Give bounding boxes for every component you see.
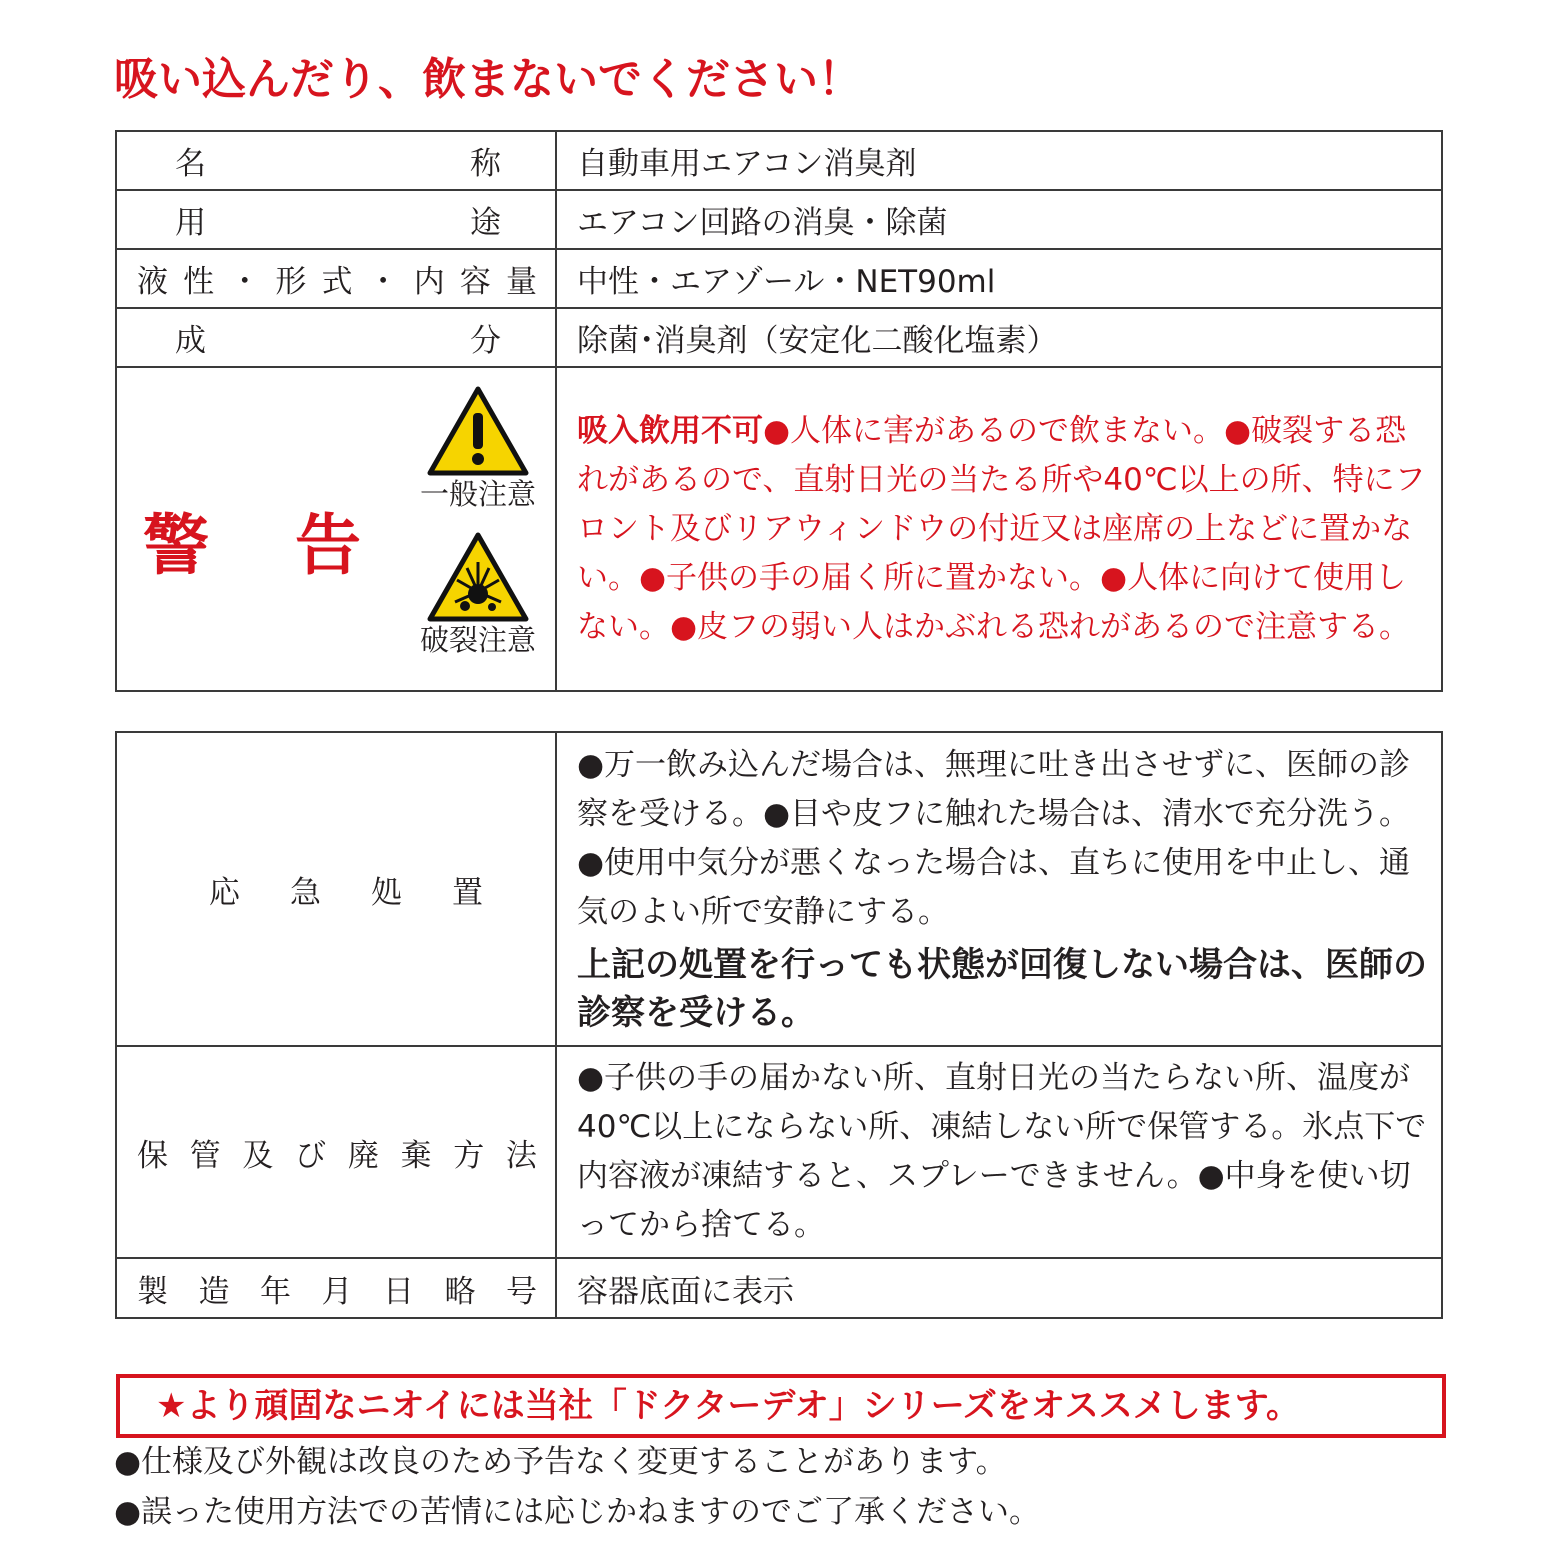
row-label xyxy=(116,1046,556,1258)
label-char: 保 xyxy=(137,1137,168,1174)
label-char: 管 xyxy=(189,1137,221,1174)
label-char: 置 xyxy=(452,874,483,911)
label-char: 量 xyxy=(506,264,537,300)
label-char: 廃 xyxy=(347,1137,379,1174)
label-char: 棄 xyxy=(400,1137,432,1174)
table-row xyxy=(116,367,1442,691)
label-char: 形 xyxy=(275,264,307,300)
label-char: 製 xyxy=(137,1273,168,1310)
label-char: 液 xyxy=(137,264,168,300)
table-row xyxy=(116,1258,1442,1318)
footnote: ●誤った使用方法での苦情には応じかねますのでご了承ください。 xyxy=(114,1494,1041,1530)
label-char: 分 xyxy=(470,323,501,359)
label-char: 成 xyxy=(175,323,206,359)
table-row xyxy=(116,249,1442,308)
label-char: 応 xyxy=(209,874,240,911)
table-row xyxy=(116,732,1442,1046)
pictogram-general xyxy=(417,386,539,512)
label-char: 号 xyxy=(506,1273,537,1310)
row-label xyxy=(116,190,556,249)
first-aid-bold-note: 上記の処置を行っても状態が回復しない場合は、医師の診察を受ける。 xyxy=(577,945,1427,1033)
label-char: 月 xyxy=(321,1273,353,1310)
use-value: エアコン回路の消臭・除菌 xyxy=(556,190,1442,249)
pictogram-burst xyxy=(417,532,539,658)
label-char: び xyxy=(295,1137,327,1174)
label-char: 年 xyxy=(260,1273,291,1310)
table-row xyxy=(116,131,1442,190)
explosion-warning-icon xyxy=(427,532,529,622)
row-label xyxy=(116,131,556,190)
recommendation-text: ★より頑固なニオイには当社「ドクターデオ」シリーズをオススメします。 xyxy=(156,1386,1300,1426)
page-headline: 吸い込んだり、飲まないでください！ xyxy=(114,54,862,105)
row-label xyxy=(116,1258,556,1318)
label-char: 処 xyxy=(371,874,402,911)
table-row xyxy=(116,1046,1442,1258)
row-label xyxy=(116,732,556,1046)
first-aid-body: ●万一飲み込んだ場合は、無理に吐き出させずに、医師の診察を受ける。●目や皮フに触れた場合は、清水で充分洗う。●使用中気分が悪くなった場合は、直ちに使用を中止し、通気のよい所で安静にする。 xyxy=(577,747,1411,930)
label-char: 式 xyxy=(321,264,353,300)
exclamation-warning-icon xyxy=(427,386,529,476)
label-char: 名 xyxy=(175,146,206,182)
pictogram-general-label: 一般注意 xyxy=(419,477,536,511)
label-char: ・ xyxy=(367,264,399,300)
first-aid-text xyxy=(556,732,1442,1046)
label-char: 日 xyxy=(383,1273,414,1310)
product-name-value: 自動車用エアコン消臭剤 xyxy=(556,131,1442,190)
lot-number-value: 容器底面に表示 xyxy=(556,1258,1442,1318)
label-char: 急 xyxy=(290,874,321,911)
label-char: 性 xyxy=(183,264,215,300)
info-table xyxy=(115,731,1443,1319)
label-char: 称 xyxy=(470,146,501,182)
table-row xyxy=(116,190,1442,249)
recommendation-banner xyxy=(116,1374,1446,1438)
warning-label: 警告 xyxy=(143,507,447,584)
ingredient-value: 除菌･消臭剤（安定化二酸化塩素） xyxy=(556,308,1442,367)
liquid-form-value: 中性・エアゾール・NET90ml xyxy=(556,249,1442,308)
label-char: 造 xyxy=(198,1273,230,1310)
label-char: 略 xyxy=(444,1273,476,1310)
warning-label-cell xyxy=(116,367,556,691)
table-row xyxy=(116,308,1442,367)
warning-lead: 吸入飲用不可 xyxy=(577,412,763,449)
spec-table xyxy=(115,130,1443,692)
pictogram-burst-label: 破裂注意 xyxy=(419,623,536,657)
label-char: 法 xyxy=(505,1137,537,1174)
label-char: 方 xyxy=(453,1137,485,1174)
warning-body: ●人体に害があるので飲まない。●破裂する恐れがあるので、直射日光の当たる所や40℃以上の所、特にフロント及びリアウィンドウの付近又は座席の上などに置かない。●子供の手の届く所に置かない。●人体に向けて使用しない。●皮フの弱い人はかぶれる恐れがあるので注意する。 xyxy=(577,412,1426,645)
warning-text xyxy=(556,367,1442,691)
row-label xyxy=(116,249,556,308)
footnote: ●仕様及び外観は改良のため予告なく変更することがあります。 xyxy=(114,1444,1007,1480)
label-char: 及 xyxy=(242,1137,274,1174)
row-label xyxy=(116,308,556,367)
label-char: 途 xyxy=(470,205,501,241)
storage-text: ●子供の手の届かない所、直射日光の当たらない所、温度が40℃以上にならない所、凍結しない所で保管する。氷点下で内容液が凍結すると、スプレーできません。●中身を使い切ってから捨てる。 xyxy=(556,1046,1442,1258)
label-char: 容 xyxy=(459,264,491,300)
label-char: 内 xyxy=(413,264,445,300)
label-char: 用 xyxy=(175,205,206,241)
label-char: ・ xyxy=(229,264,261,300)
